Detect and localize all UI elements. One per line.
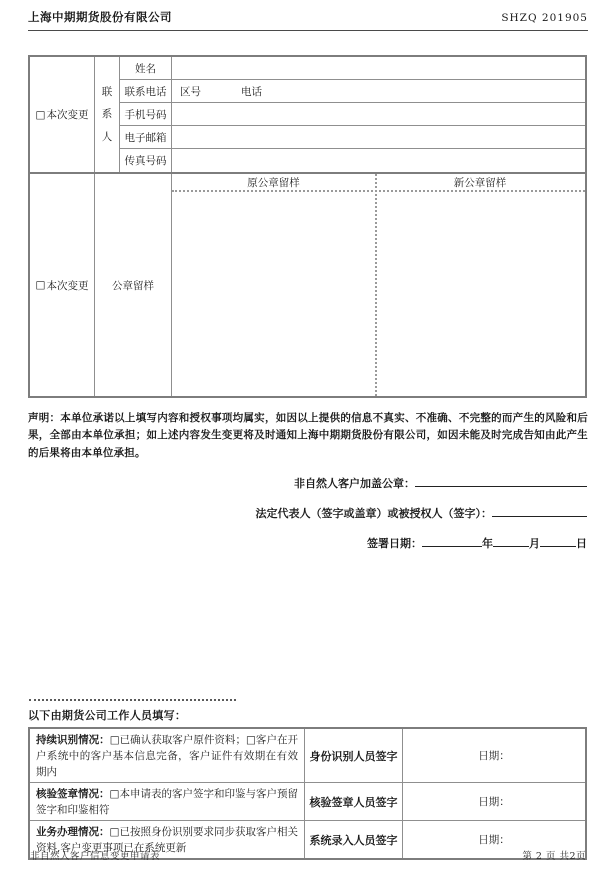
day-label: 日 (576, 537, 587, 550)
seal-check-category: 核验签章情况： (36, 788, 110, 800)
continuous-id-category: 持续识别情况： (36, 734, 110, 746)
seal-group-cell (95, 174, 172, 396)
verify-date-field[interactable]: 日期： (403, 783, 585, 821)
email-label: 电子邮箱 (120, 126, 172, 149)
phone-field[interactable] (172, 80, 585, 103)
contact-group-cell (95, 57, 120, 172)
declaration-text: 声明：本单位承诺以上填写内容和授权事项均属实，如因以上提供的信息不真实、不准确、不完整的而产生的风险和后果，全部由本单位承担；如上述内容发生变更将及时通知上海中期期货股份有限公司，如因未能及时完成告知由此产生的后果将由本单位承担。 (28, 412, 588, 459)
day-blank[interactable] (540, 534, 576, 547)
identity-signer-label: 身份识别人员签字 (305, 729, 403, 783)
footer-page-info: 第 2 页 共2页 (522, 851, 586, 862)
name-field[interactable] (172, 57, 585, 80)
contact-change-label: 本次变更 (46, 109, 89, 121)
page-header (28, 0, 588, 31)
fax-field[interactable] (172, 149, 585, 172)
contact-group-label: 联系人 (101, 86, 113, 143)
signature-block (28, 474, 587, 564)
entry-date-field[interactable]: 日期： (478, 834, 510, 846)
company-name: 上海中期期货股份有限公司 (28, 10, 172, 24)
year-label: 年 (482, 537, 493, 550)
stamp-signature-line (28, 474, 587, 491)
legal-rep-blank[interactable] (492, 504, 587, 517)
staff-heading: 以下由期货公司工作人员填写： (28, 709, 187, 722)
page-footer (30, 848, 586, 862)
entry-signer-label: 系统录入人员签字 (305, 821, 403, 858)
staff-row-desc (30, 783, 305, 821)
contact-section (30, 57, 585, 174)
mobile-label: 手机号码 (120, 103, 172, 126)
fax-label: 传真号码 (120, 149, 172, 172)
legal-rep-label: 法定代表人（签字或盖章）或被授权人（签字）： (255, 507, 492, 520)
staff-section (28, 699, 587, 860)
seal-divider (375, 174, 377, 396)
seal-header-row (172, 174, 585, 192)
identity-date-field[interactable]: 日期： (403, 729, 585, 783)
business-handle-description: □已按照身份识别要求同步获取客户相关资料,客户变更事项已在系统更新 (36, 826, 299, 854)
seal-change-label: 本次变更 (46, 279, 89, 292)
seal-sample-area (172, 174, 585, 396)
dotted-separator (29, 699, 236, 701)
sign-date-label: 签署日期： (367, 537, 422, 550)
seal-check-description: □本申请表的客户签字和印鉴与客户预留签字和印鉴相符 (36, 788, 299, 816)
year-blank[interactable] (422, 534, 482, 547)
phone-label: 联系电话 (120, 80, 172, 103)
new-seal-header: 新公章留样 (453, 176, 507, 189)
stamp-blank[interactable] (415, 474, 587, 487)
change-form-table (28, 55, 587, 398)
month-label: 月 (529, 537, 540, 550)
email-field[interactable] (172, 126, 585, 149)
staff-table (28, 727, 587, 860)
legal-rep-signature-line (28, 504, 587, 521)
name-label: 姓名 (120, 57, 172, 80)
phone-word-label: 电话 (241, 85, 262, 98)
staff-row-desc (30, 729, 305, 783)
seal-stamp-space[interactable] (172, 192, 585, 414)
checkbox-icon[interactable]: □ (35, 279, 46, 291)
continuous-id-description: □已确认获取客户原件资料；□客户在开户系统中的客户基本信息完备，客户证件有效期在有效期内 (36, 734, 299, 778)
business-handle-category: 业务办理情况： (36, 826, 110, 838)
contact-change-checkbox-cell (30, 57, 95, 172)
stamp-label: 非自然人客户加盖公章： (294, 477, 415, 490)
form-code: SHZQ 201905 (501, 12, 588, 24)
seal-change-checkbox-cell (30, 174, 95, 396)
checkbox-icon[interactable]: □ (35, 108, 46, 121)
seal-section (30, 174, 585, 396)
mobile-field[interactable] (172, 103, 585, 126)
area-code-label: 区号 (180, 85, 201, 98)
verify-signer-label: 核验签章人员签字 (305, 783, 403, 821)
month-blank[interactable] (493, 534, 529, 547)
seal-group-label: 公章留样 (112, 279, 154, 292)
footer-doc-title: 非自然人客户信息变更申请表 (30, 851, 161, 862)
sign-date-line (28, 534, 587, 551)
old-seal-header: 原公章留样 (247, 176, 300, 189)
